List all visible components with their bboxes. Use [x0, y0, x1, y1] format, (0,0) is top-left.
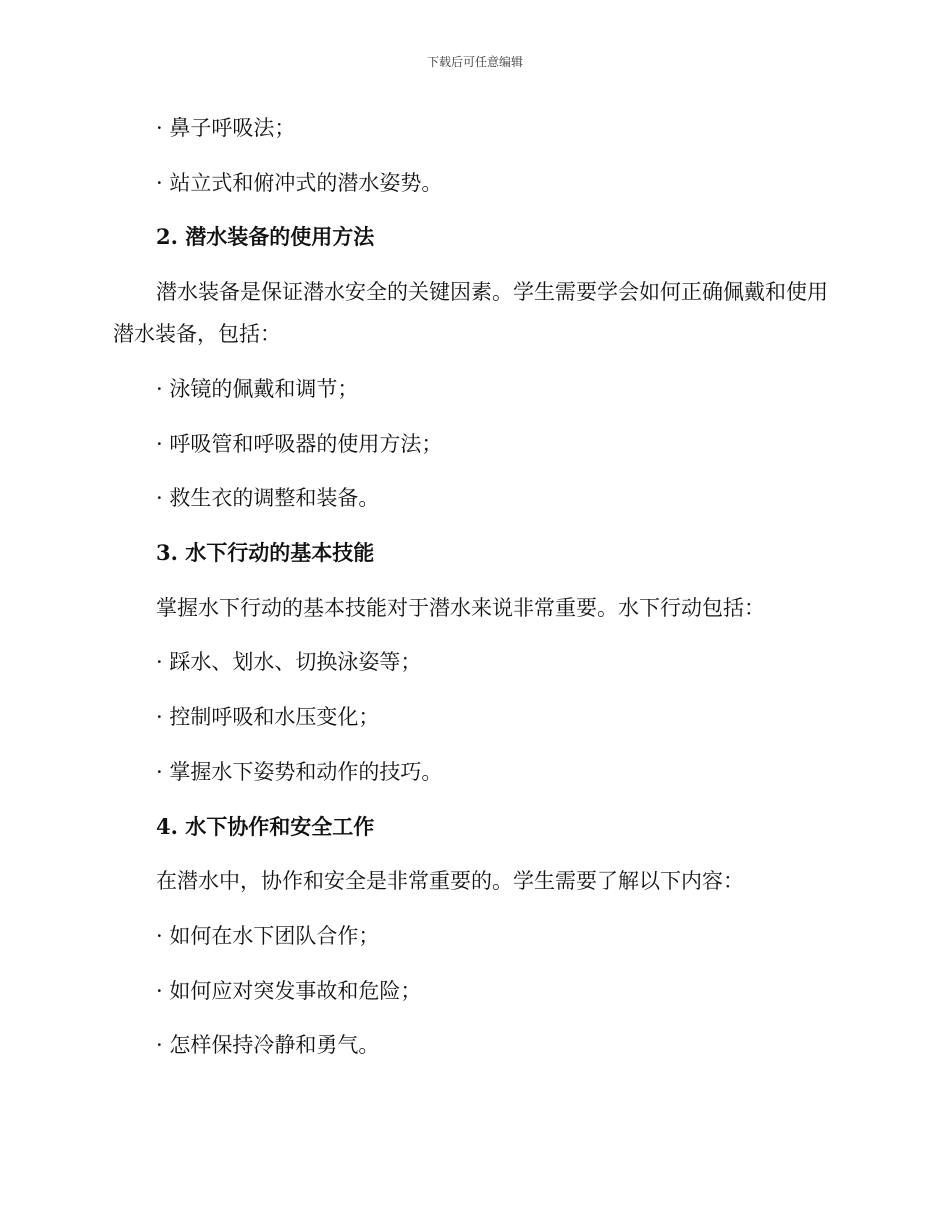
bullet-posture-technique: · 掌握水下姿势和动作的技巧。	[156, 760, 443, 784]
bullet-team-cooperation: · 如何在水下团队合作；	[156, 924, 380, 948]
paragraph-teamwork-safety: 在潜水中，协作和安全是非常重要的。学生需要了解以下内容：	[156, 869, 744, 893]
bullet-treading-water: · 踩水、划水、切换泳姿等；	[156, 650, 422, 674]
paragraph-equipment: 潜水装备是保证潜水安全的关键因素。学生需要学会如何正确佩戴和使用潜水装备，包括：	[113, 280, 828, 346]
section-heading-teamwork-safety: 4. 水下协作和安全工作	[156, 814, 375, 839]
header-note: 下载后可任意编辑	[426, 55, 523, 69]
bullet-stay-calm: · 怎样保持冷静和勇气。	[156, 1033, 380, 1057]
bullet-breathing-pressure: · 控制呼吸和水压变化；	[156, 705, 380, 729]
bullet-snorkel-regulator: · 呼吸管和呼吸器的使用方法；	[156, 432, 443, 456]
bullet-emergency-response: · 如何应对突发事故和危险；	[156, 979, 422, 1003]
bullet-goggles: · 泳镜的佩戴和调节；	[156, 377, 359, 401]
section-heading-equipment: 2. 潜水装备的使用方法	[156, 224, 375, 249]
bullet-nose-breathing: · 鼻子呼吸法；	[156, 116, 296, 140]
section-heading-underwater-skills: 3. 水下行动的基本技能	[156, 540, 375, 565]
bullet-diving-postures: · 站立式和俯冲式的潜水姿势。	[156, 171, 443, 195]
paragraph-underwater-skills: 掌握水下行动的基本技能对于潜水来说非常重要。水下行动包括：	[156, 596, 765, 620]
bullet-life-jacket: · 救生衣的调整和装备。	[156, 486, 380, 510]
